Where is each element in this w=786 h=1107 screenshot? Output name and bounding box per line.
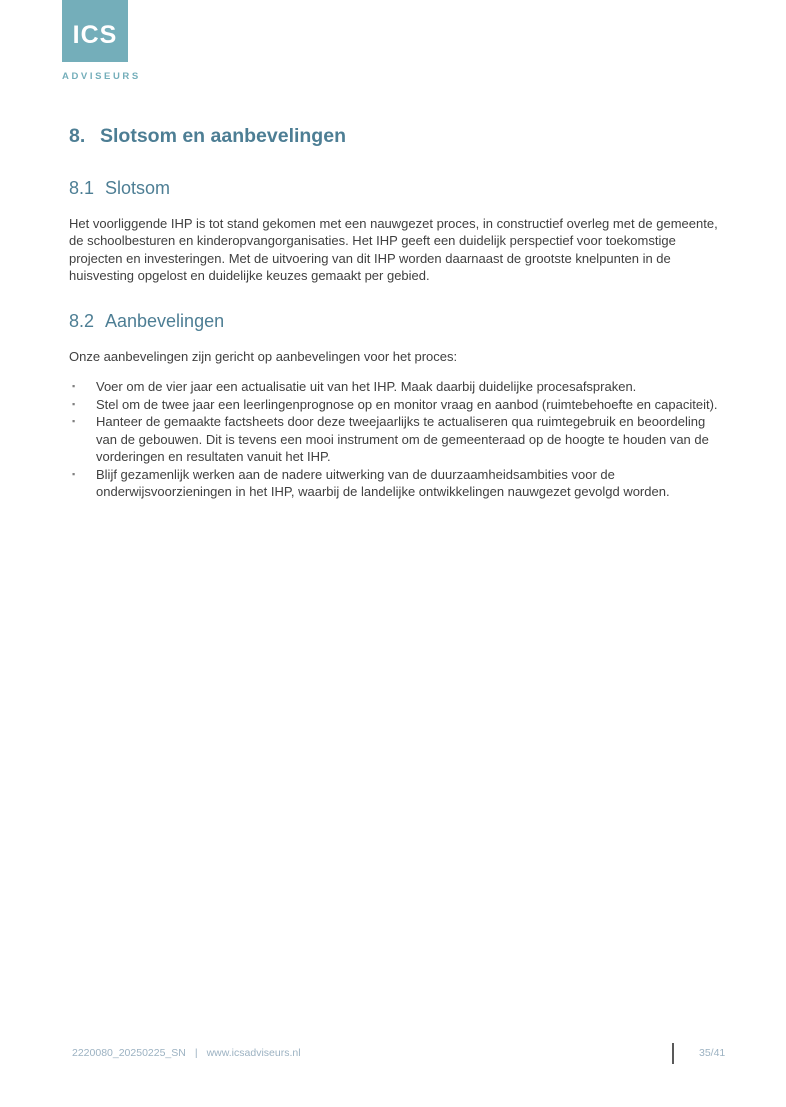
list-item-text: Stel om de twee jaar een leerlingenprognose op en monitor vraag en aanbod (ruimtebehoefte en capaciteit).	[96, 396, 718, 412]
chapter-heading	[69, 125, 721, 148]
list-item-text: Hanteer de gemaakte factsheets door deze tweejaarlijks te actualiseren qua ruimtegebruik en beoordeling van de gebouwen. Dit is tevens een mooi instrument om de gemeenteraad op de hoogte te houden van de vorderingen en resultaten vanuit het IHP.	[96, 414, 709, 465]
section-number-81: 8.1	[69, 178, 95, 199]
page-content	[69, 0, 721, 501]
section-title-81: Slotsom	[105, 178, 171, 199]
list-item-text: Blijf gezamenlijk werken aan de nadere uitwerking van de duurzaamheidsambities voor de onderwijsvoorzieningen in het IHP, waarbij de landelijke ontwikkelingen nauwgezet gevolgd worden.	[96, 466, 670, 500]
list-item	[69, 466, 721, 501]
ics-logo-text: ICS	[72, 21, 118, 49]
list-item-text: Voer om de vier jaar een actualisatie uit van het IHP. Maak daarbij duidelijke procesafspraken.	[96, 379, 637, 395]
section-heading-81	[69, 178, 721, 200]
footer-divider	[672, 1043, 674, 1064]
page-number: 35/41	[699, 1047, 726, 1059]
bullet-icon: ▪	[72, 381, 76, 392]
recommendations-list	[69, 378, 721, 501]
section-81-paragraph: Het voorliggende IHP is tot stand gekomen met een nauwgezet proces, in constructief overleg met de gemeente, de schoolbesturen en kinderopvangorganisaties. Het IHP geeft een duidelijk perspectief voor toekomstige projecten en investeringen. Met de uitvoering van dit IHP worden daarnaast de grootste knelpunten in de huisvesting opgelost en duidelijke keuzes gemaakt per gebied.	[69, 215, 718, 284]
bullet-icon: ▪	[72, 468, 76, 479]
chapter-title: Slotsom en aanbevelingen	[100, 125, 346, 147]
section-number-82: 8.2	[69, 310, 95, 331]
page-footer	[0, 1043, 786, 1067]
list-item	[69, 396, 721, 414]
bullet-icon: ▪	[72, 398, 76, 409]
footer-website-link[interactable]: www.icsadviseurs.nl	[206, 1047, 301, 1059]
section-82-intro: Onze aanbevelingen zijn gericht op aanbevelingen voor het proces:	[69, 348, 458, 364]
list-item	[69, 378, 721, 396]
footer-doc-ref: 2220080_20250225_SN	[72, 1047, 186, 1059]
chapter-number: 8.	[69, 125, 86, 147]
section-title-82: Aanbevelingen	[105, 310, 225, 331]
ics-logo-subtext: ADVISEURS	[62, 71, 141, 82]
bullet-icon: ▪	[72, 416, 76, 427]
footer-separator: |	[194, 1047, 198, 1059]
list-item	[69, 413, 721, 466]
footer-left	[72, 1047, 301, 1059]
section-heading-82	[69, 311, 721, 333]
